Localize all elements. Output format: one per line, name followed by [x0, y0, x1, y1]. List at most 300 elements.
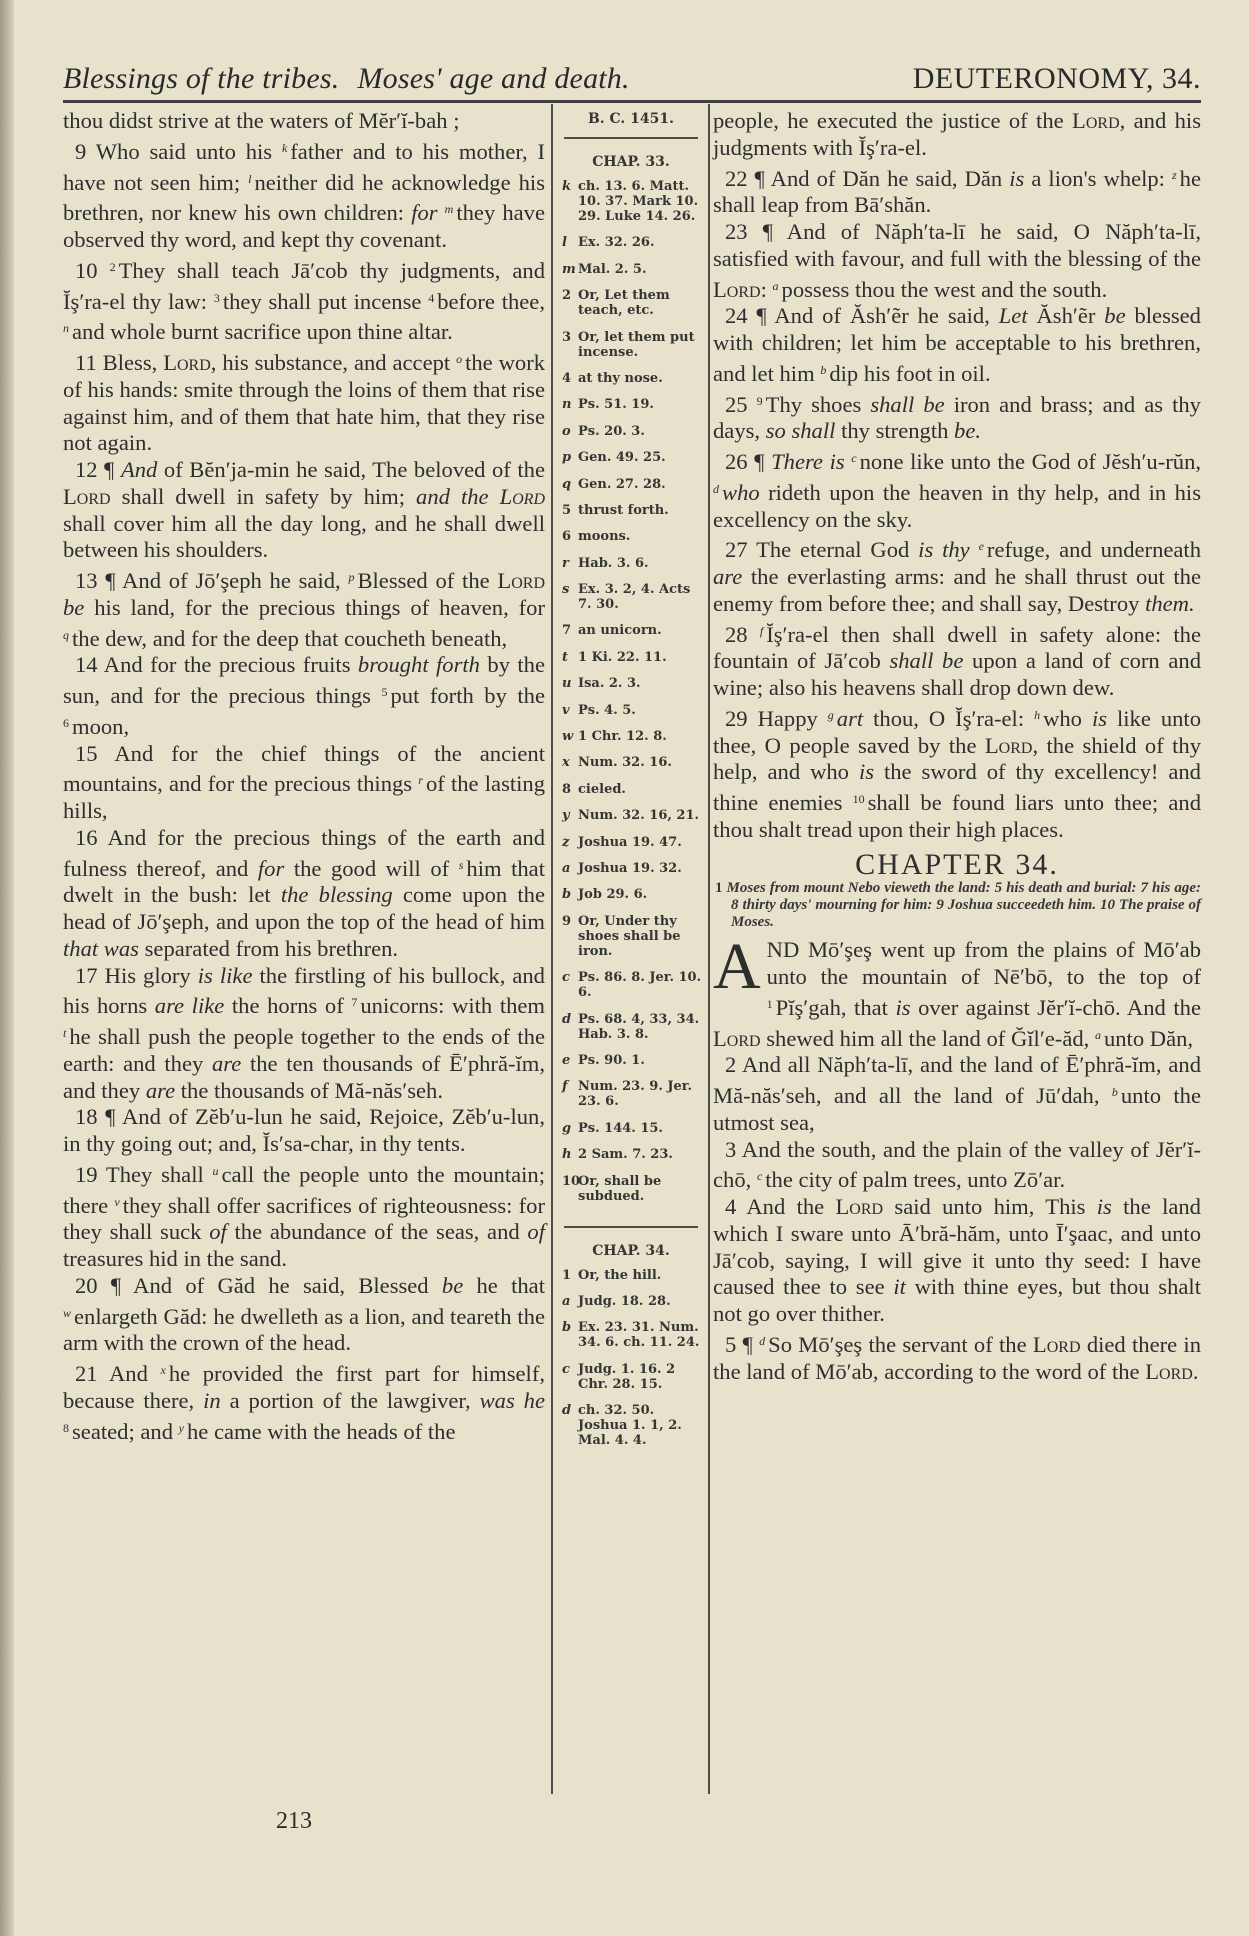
- verse-29: [713, 702, 1201, 844]
- text-run: the land which I sware unto Ā′bră-hăm, unto Ī′şaac, and unto Jā′cob, saying, I will give it unto thy seed: I have caused thee to see: [713, 1194, 1201, 1300]
- reference-text: Joshua 19. 32.: [578, 860, 682, 876]
- reference-text: Hab. 3. 6.: [578, 555, 649, 571]
- cross-ref-marker: c: [851, 451, 857, 465]
- footnote-marker: 6: [63, 715, 69, 730]
- verse-number: 4: [725, 1194, 737, 1219]
- reference-text: Ex. 23. 31. Num. 34. 6. ch. 11. 24.: [578, 1320, 700, 1351]
- text-run: is: [1091, 705, 1108, 731]
- verse-number: 20 ¶: [75, 1272, 122, 1298]
- text-run: dip his foot in oil.: [829, 360, 991, 386]
- reference-key: n: [562, 397, 572, 413]
- reference-text: Ps. 20. 3.: [578, 423, 645, 439]
- header-topic-1: Blessings of the tribes.: [63, 62, 340, 95]
- reference-text: Ps. 68. 4, 33, 34. Hab. 3. 8.: [578, 1011, 700, 1042]
- verse-continuation: [713, 108, 1201, 162]
- divine-name: Lord: [1072, 108, 1120, 133]
- text-run: are: [713, 564, 743, 589]
- verse-number: 3: [725, 1136, 737, 1162]
- reference-text: Num. 23. 9. Jer. 23. 6.: [578, 1079, 692, 1110]
- text-run: is: [858, 759, 875, 785]
- reference-key: 5: [562, 502, 572, 518]
- margin-reference: [556, 1053, 706, 1068]
- text-run: thou, O Ĭş′ra-el:: [873, 705, 1025, 731]
- text-run: :: [760, 276, 767, 302]
- verse-number: 24 ¶: [725, 303, 767, 329]
- reference-text: 2 Sam. 7. 23.: [578, 1147, 673, 1163]
- text-run: the abundance of the seas, and: [234, 1219, 520, 1245]
- text-run: are: [212, 1050, 242, 1076]
- text-run: none like unto the God of Jĕsh′u-rŭn,: [859, 449, 1202, 474]
- text-run: unicorns: with them: [360, 993, 545, 1019]
- text-run: They shall teach Jā′cob thy judgments, and Ĭş′ra-el thy law:: [63, 257, 545, 314]
- text-run: with thine eyes, but thou shalt not go over thither.: [713, 1274, 1201, 1326]
- verse-23: [713, 219, 1201, 303]
- reference-text: thrust forth.: [578, 502, 669, 518]
- text-run: come upon the head of Jō′şeph, and upon the top of the head of him: [63, 882, 545, 934]
- reference-key: b: [562, 1320, 572, 1336]
- reference-key: v: [562, 702, 570, 718]
- text-run: him that dwelt in the bush: let: [63, 855, 545, 908]
- text-run: he shall leap from Bā′shăn.: [713, 165, 1201, 218]
- reference-key: f: [562, 1079, 568, 1095]
- text-run: 1: [715, 880, 723, 897]
- text-run: father and to his mother, I have not seen him;: [63, 138, 545, 195]
- margin-rule: [564, 1226, 698, 1228]
- divine-name: Lord: [163, 350, 211, 375]
- reference-text: moons.: [578, 529, 631, 545]
- margin-reference: [556, 1362, 706, 1392]
- cross-ref-marker: b: [820, 362, 827, 377]
- verse-number: 15: [75, 740, 98, 766]
- text-run: shall be: [870, 391, 945, 417]
- margin-reference: [556, 914, 706, 959]
- verse-number: 27: [725, 537, 748, 563]
- reference-key: 1: [562, 1267, 572, 1283]
- text-run: , and his judgments with Ĭş′ra-el.: [713, 108, 1202, 160]
- text-run: upon a land of corn and wine; also his heavens shall drop down dew.: [713, 648, 1202, 700]
- reference-text: at thy nose.: [578, 370, 663, 386]
- text-run: the horns of: [231, 993, 344, 1019]
- cross-ref-marker: x: [160, 1363, 166, 1377]
- header-book-chapter: DEUTERONOMY, 34.: [912, 62, 1201, 95]
- verse-18: [63, 1104, 545, 1158]
- margin-reference: [556, 262, 706, 277]
- divine-name: Lord: [497, 568, 546, 593]
- verse-number: 18 ¶: [75, 1104, 116, 1130]
- margin-reference: [556, 1079, 706, 1109]
- text-run: is: [1009, 165, 1025, 191]
- date-label: B. C. 1451.: [587, 111, 675, 127]
- text-run: by the sun, and for the precious things: [63, 652, 546, 708]
- left-text-column: [63, 108, 545, 1445]
- reference-key: u: [562, 676, 572, 692]
- text-run: like unto thee, O people saved by the: [713, 705, 1202, 758]
- reference-text: Ex. 3. 2, 4. Acts 7. 30.: [578, 582, 691, 613]
- footnote-marker: 7: [351, 995, 358, 1010]
- cross-ref-marker: c: [756, 1169, 763, 1184]
- text-run: brought forth: [357, 652, 480, 678]
- text-run: And: [108, 1361, 148, 1386]
- verse-number: 13 ¶: [75, 568, 116, 593]
- reference-key: 2: [562, 288, 572, 304]
- margin-reference: [556, 556, 706, 571]
- reference-list-34: [556, 1268, 706, 1449]
- cross-ref-marker: k: [281, 140, 288, 155]
- text-run: And the south, and the plain of the valley of Jĕr′ĭ-chō,: [713, 1136, 1202, 1193]
- text-run: of: [527, 1219, 545, 1245]
- text-run: the dew, and for the deep that coucheth beneath,: [72, 625, 508, 651]
- text-run: the blessing: [280, 882, 393, 908]
- reference-text: Num. 32. 16.: [578, 755, 672, 771]
- margin-reference: [556, 397, 706, 412]
- text-run: enlargeth Găd: he dwelleth as a lion, and teareth the arm with the crown of the head.: [63, 1303, 545, 1356]
- verse-number: 11: [75, 350, 97, 375]
- reference-key: y: [562, 808, 570, 824]
- text-run: moon,: [72, 713, 130, 739]
- verse-number: 25: [725, 391, 748, 417]
- reference-text: Isa. 2. 3.: [578, 676, 641, 692]
- verse-number: 14: [75, 652, 98, 678]
- text-run: And for the precious things of the earth and fulness thereof, and: [63, 824, 545, 881]
- divine-name: Lord: [63, 483, 111, 509]
- text-run: they shall offer sacrifices of righteousness: for they shall suck: [63, 1192, 545, 1245]
- text-run: shewed him all the land of Ğĭl′e-ăd,: [766, 1025, 1090, 1051]
- header-rule: [63, 100, 1201, 103]
- text-run: seated; and: [72, 1418, 173, 1444]
- verse-number: 28: [725, 621, 748, 647]
- text-run: And: [120, 457, 158, 482]
- column-divider-right: [708, 104, 710, 1794]
- verse-26: [713, 445, 1201, 533]
- text-run: shall dwell in safety by him;: [121, 483, 406, 509]
- text-run: be: [441, 1272, 464, 1298]
- reference-key: 10: [562, 1173, 581, 1189]
- verse-13: [63, 564, 545, 652]
- reference-key: e: [562, 1052, 571, 1068]
- text-run: the good will of: [293, 855, 450, 881]
- reference-key: a: [562, 860, 571, 876]
- text-run: so shall: [765, 418, 836, 444]
- reference-key: 3: [562, 329, 572, 345]
- cross-ref-marker: v: [114, 1194, 120, 1209]
- verse-27: [713, 533, 1201, 617]
- reference-key: w: [562, 729, 574, 745]
- text-run: for: [257, 855, 285, 881]
- page-number: 213: [276, 1808, 312, 1834]
- text-run: are like: [154, 993, 225, 1019]
- reference-key: o: [562, 423, 571, 439]
- footnote-marker: 5: [381, 685, 388, 699]
- text-run: , the shield of thy help, and who: [713, 732, 1201, 785]
- reference-key: l: [562, 235, 567, 251]
- text-run: are: [145, 1077, 176, 1103]
- text-run: a portion of the lawgiver,: [229, 1387, 471, 1413]
- margin-reference: [556, 1012, 706, 1042]
- reference-text: Judg. 18. 28.: [578, 1293, 671, 1309]
- margin-reference: [556, 861, 706, 876]
- margin-reference: [556, 1121, 706, 1136]
- margin-reference: [556, 676, 706, 691]
- text-run: shall be: [889, 648, 964, 674]
- margin-reference: [556, 235, 706, 250]
- divine-name: Lord: [984, 732, 1033, 758]
- verse-15: [63, 741, 545, 825]
- text-run: put forth by the: [390, 683, 545, 708]
- chapter-summary: [713, 880, 1201, 931]
- verse-number: 17: [75, 962, 98, 988]
- page-edge-shadow: [0, 0, 14, 1936]
- chapter-heading: CHAPTER 34.: [855, 847, 1059, 881]
- text-run: The eternal God: [756, 537, 910, 563]
- text-run: the thousands of Mă-năs′seh.: [180, 1077, 443, 1103]
- reference-key: p: [562, 450, 572, 466]
- verse-number: 21: [75, 1361, 98, 1386]
- cross-ref-marker: a: [772, 278, 779, 293]
- footnote-marker: 8: [63, 1420, 69, 1435]
- cross-ref-marker: w: [63, 1305, 72, 1320]
- reference-text: Judg. 1. 16. 2 Chr. 28. 15.: [578, 1361, 676, 1392]
- reference-key: m: [562, 261, 576, 277]
- verse-11: [63, 346, 545, 457]
- footnote-marker: 1: [766, 996, 773, 1011]
- verse-number: 26 ¶: [725, 449, 765, 474]
- text-run: rideth upon the heaven in thy help, and in his excellency on the sky.: [713, 479, 1201, 532]
- divine-name: Lord: [499, 483, 546, 509]
- reference-text: Ex. 32. 26.: [578, 235, 655, 251]
- verse-25: [713, 388, 1201, 446]
- text-run: Ĭş′ra-el then shall dwell in safety alone: the fountain of Jā′cob: [713, 621, 1201, 674]
- verse-number: 2: [725, 1052, 737, 1078]
- reference-text: Or, Under thy shoes shall be iron.: [578, 913, 681, 959]
- reference-text: ch. 32. 50. Joshua 1. 1, 2. Mal. 4. 4.: [578, 1403, 682, 1449]
- reference-key: b: [562, 887, 572, 903]
- cross-ref-marker: u: [212, 1163, 219, 1178]
- margin-reference: [556, 755, 706, 770]
- reference-key: d: [562, 1403, 572, 1419]
- margin-reference: [556, 179, 706, 224]
- reference-key: z: [562, 834, 570, 850]
- reference-text: 1 Ki. 22. 11.: [578, 649, 667, 665]
- text-run: the work of his hands: smite through the loins of them that rise against him, and of them that hate him, that they rise not again.: [63, 350, 546, 456]
- footnote-marker: 3: [213, 290, 220, 305]
- text-run: who: [1043, 705, 1082, 731]
- cross-ref-marker: g: [827, 707, 834, 722]
- reference-key: 6: [562, 529, 572, 545]
- running-header: [63, 52, 1201, 96]
- reference-text: 1 Chr. 12. 8.: [578, 729, 667, 745]
- margin-reference: [556, 450, 706, 465]
- text-run: treasures hid in the sand.: [63, 1246, 287, 1271]
- reference-text: Job 29. 6.: [578, 887, 648, 903]
- text-run: And of Năph′ta-lī he said, O Năph′ta-lī, satisfied with favour, and full with the blessing of the: [713, 219, 1201, 271]
- text-run: it: [893, 1274, 906, 1300]
- text-run: possess thou the west and the south.: [781, 276, 1108, 302]
- verse-3: [713, 1137, 1201, 1195]
- cross-ref-marker: m: [444, 202, 454, 217]
- reference-key: 8: [562, 781, 572, 797]
- verse-1: [713, 930, 1201, 1052]
- text-run: unto the utmost sea,: [713, 1083, 1202, 1135]
- cross-ref-marker: h: [1034, 707, 1041, 722]
- reference-key: s: [562, 582, 570, 598]
- text-run: be: [63, 594, 85, 620]
- verse-number: 12 ¶: [75, 457, 115, 482]
- header-topic-2: Moses' age and death.: [357, 62, 630, 95]
- text-run: separated from his brethren.: [144, 935, 399, 961]
- text-run: Blessed of the: [357, 568, 490, 593]
- verse-10: [63, 254, 545, 346]
- margin-reference: [556, 1320, 706, 1350]
- reference-key: a: [562, 1293, 571, 1309]
- reference-text: Ps. 144. 15.: [578, 1120, 663, 1136]
- text-run: over against Jĕr′ĭ-chō. And the: [918, 994, 1201, 1020]
- reference-key: c: [562, 1361, 570, 1377]
- reference-key: x: [562, 755, 570, 771]
- verse-9: [63, 135, 545, 254]
- reference-text: Joshua 19. 47.: [578, 834, 682, 850]
- verse-number: 22 ¶: [725, 165, 765, 191]
- reference-text: Or, Let them teach, etc.: [578, 288, 670, 319]
- cross-ref-marker: d: [713, 481, 719, 496]
- text-run: Happy: [757, 705, 818, 731]
- text-run: died there in the land of Mō′ab, according to the word of the: [713, 1331, 1202, 1384]
- text-run: And for the chief things of the ancient mountains, and for the precious things: [63, 740, 546, 797]
- verse-17: [63, 963, 545, 1105]
- text-run: that was: [63, 935, 139, 961]
- margin-reference: [556, 1174, 706, 1204]
- text-run: And the: [746, 1194, 825, 1219]
- margin-reference: [556, 582, 706, 612]
- verse-number: 5 ¶: [725, 1331, 753, 1357]
- margin-reference: [556, 503, 706, 518]
- margin-reference: [556, 424, 706, 439]
- text-run: a lion's whelp:: [1031, 165, 1165, 191]
- cross-ref-marker: o: [456, 352, 463, 366]
- text-run: said unto him, This: [894, 1194, 1086, 1219]
- reference-key: 4: [562, 370, 572, 386]
- margin-references: [556, 108, 706, 1459]
- reference-key: r: [562, 555, 569, 571]
- verse-28: [713, 618, 1201, 702]
- margin-reference: [556, 1268, 706, 1283]
- text-run: And of Găd he said, Blessed: [133, 1272, 429, 1298]
- cross-ref-marker: f: [759, 623, 764, 638]
- text-run: his land, for the precious things of heaven, for: [94, 594, 545, 620]
- cross-ref-marker: n: [63, 321, 69, 336]
- verse-number: 29: [725, 705, 748, 731]
- divine-name: Lord: [713, 276, 761, 302]
- verse-19: [63, 1158, 545, 1273]
- text-run: he provided the first part for himself, because there,: [63, 1361, 545, 1413]
- verse-number: 16: [75, 824, 98, 850]
- text-run: Who said unto his: [95, 138, 273, 164]
- margin-reference: [556, 623, 706, 638]
- margin-reference: [556, 970, 706, 1000]
- reference-key: k: [562, 179, 572, 194]
- verse-14: [63, 652, 545, 740]
- text-run: iron and brass; and as thy days,: [713, 391, 1201, 444]
- text-run: shall be found liars unto thee; and thou shalt tread upon their high places.: [713, 790, 1201, 842]
- text-run: And of Jō′şeph he said,: [122, 568, 341, 593]
- verse-16: [63, 825, 545, 963]
- margin-reference: [556, 782, 706, 797]
- reference-text: Gen. 27. 28.: [578, 476, 666, 492]
- header-topics: [63, 62, 630, 96]
- text-run: the ten thousands of Ē′phră-ĭm, and they: [63, 1050, 545, 1103]
- text-run: he that: [476, 1272, 545, 1298]
- reference-text: Ps. 86. 8. Jer. 10. 6.: [578, 970, 702, 1001]
- verse-22: [713, 162, 1201, 220]
- text-run: call the people unto the mountain; there: [63, 1161, 545, 1218]
- reference-text: Or, shall be subdued.: [578, 1173, 662, 1204]
- text-run: is: [895, 994, 911, 1020]
- text-run: , his substance, and accept: [210, 350, 451, 375]
- text-run: His glory: [104, 962, 191, 988]
- cross-ref-marker: p: [348, 570, 355, 584]
- text-run: the city of palm trees, unto Zō′ar.: [765, 1167, 1066, 1193]
- text-run: And of Dăn he said, Dăn: [770, 165, 1003, 191]
- margin-reference: [556, 1403, 706, 1448]
- margin-chapter-34: CHAP. 34.: [592, 1242, 670, 1259]
- text-run: shall cover him all the day long, and he shall dwell between his shoulders.: [63, 510, 545, 563]
- reference-text: an unicorn.: [578, 623, 662, 639]
- text-run: be.: [954, 418, 982, 444]
- margin-reference: [556, 477, 706, 492]
- divine-name: Lord: [1032, 1331, 1081, 1357]
- text-run: Thy shoes: [765, 391, 862, 417]
- reference-key: 7: [562, 623, 572, 639]
- text-run: blessed with children; let him be acceptable to his brethren, and let him: [713, 303, 1201, 386]
- verse-number: 10: [75, 257, 98, 283]
- margin-reference: [556, 371, 706, 386]
- footnote-marker: 4: [428, 290, 435, 305]
- margin-reference: [556, 288, 706, 318]
- text-run: the sword of thy excellency! and thine enemies: [713, 759, 1201, 815]
- footnote-marker: 10: [852, 792, 865, 806]
- text-run: thy strength: [841, 418, 949, 444]
- text-run: who: [722, 479, 760, 505]
- cross-ref-marker: y: [178, 1420, 184, 1435]
- divine-name: Lord: [835, 1194, 884, 1219]
- footnote-marker: 9: [756, 393, 763, 408]
- verse-2: [713, 1052, 1201, 1136]
- margin-rule: [564, 137, 698, 139]
- text-run: they have observed thy word, and kept thy covenant.: [63, 200, 545, 252]
- text-run: before thee,: [437, 288, 545, 314]
- text-run: And all Năph′ta-lī, and the land of Ē′phră-ĭm, and Mă-năs′seh, and all the land of Jū′dah,: [713, 1052, 1201, 1108]
- cross-ref-marker: q: [63, 627, 69, 642]
- text-run: was he: [479, 1387, 545, 1413]
- reference-text: Num. 32. 16, 21.: [578, 808, 700, 824]
- text-run: And of Ăsh′ẽr he said,: [774, 303, 990, 329]
- reference-key: d: [562, 1011, 572, 1027]
- verse-5: [713, 1328, 1201, 1386]
- reference-key: t: [562, 649, 569, 665]
- text-run: Pĭş′gah, that: [775, 994, 888, 1020]
- text-run: they shall put incense: [222, 288, 422, 314]
- cross-ref-marker: a: [1094, 1027, 1101, 1042]
- text-run: Moses from mount Nebo vieweth the land: 5 his death and burial: 7 his age: 8 thirty days' mourning for him: 9 Joshua succeedeth him. 10 The praise of Moses.: [726, 880, 1202, 931]
- verse-12: [63, 457, 545, 564]
- text-run: They shall: [105, 1161, 204, 1187]
- verse-number: 9: [75, 138, 87, 164]
- text-run: .: [1192, 1358, 1199, 1384]
- text-run: refuge, and underneath: [986, 537, 1201, 563]
- text-run: Let: [998, 303, 1028, 329]
- reference-text: cieled.: [578, 781, 626, 797]
- text-run: he shall push the people together to the ends of the earth: and they: [63, 1024, 545, 1076]
- right-text-column: [713, 108, 1201, 1385]
